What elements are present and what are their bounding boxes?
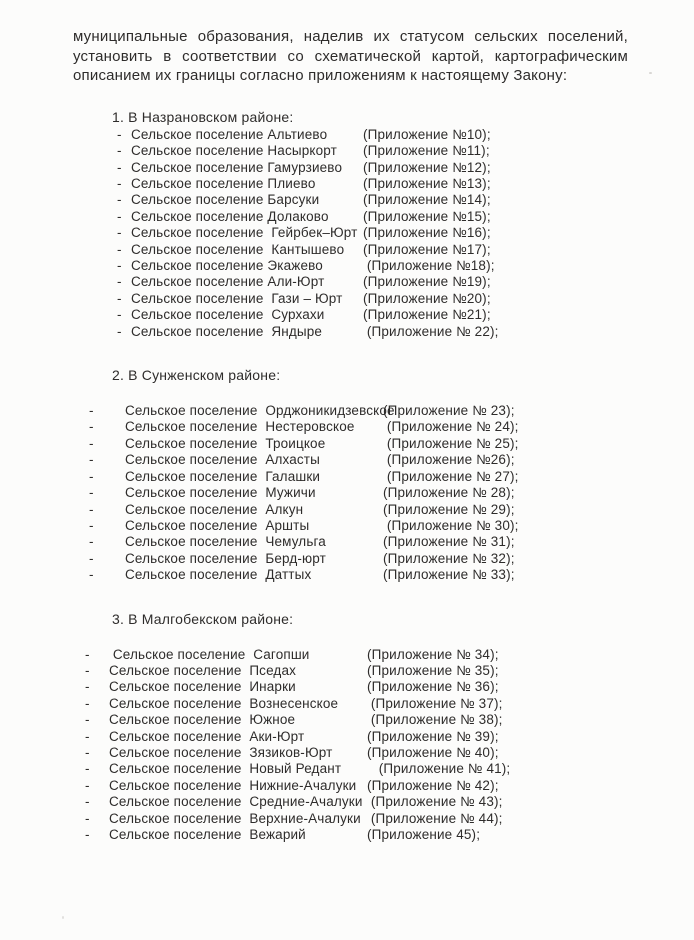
settlement-row <box>73 778 628 794</box>
settlement-name: Сельское поселение Сурхахи <box>131 307 325 323</box>
appendix-ref: (Приложение № 32); <box>383 550 515 566</box>
appendix-ref: (Приложение №10); <box>363 126 491 142</box>
settlement-row <box>73 274 628 290</box>
settlement-name: Сельское поселение Барсуки <box>131 192 320 208</box>
settlement-name: Сельское поселение Сагопши <box>109 646 310 662</box>
row-indent <box>73 502 89 518</box>
dash-bullet: - <box>89 501 94 517</box>
section-heading: 2. В Сунженском районе: <box>112 367 281 384</box>
row-indent <box>73 745 85 761</box>
dash-bullet: - <box>89 435 94 451</box>
settlement-name: Сельское поселение Орджоникидзевское <box>125 403 395 419</box>
dash-bullet: - <box>117 143 122 159</box>
dash-bullet: - <box>117 225 122 241</box>
appendix-ref: (Приложение №13); <box>363 176 491 191</box>
scan-speck <box>62 916 64 919</box>
row-indent <box>73 258 117 274</box>
district-section <box>73 367 628 583</box>
dash-bullet: - <box>89 419 94 435</box>
settlement-name: Сельское поселение Аршты <box>125 517 310 533</box>
district-section <box>73 611 628 844</box>
settlement-row <box>73 567 628 583</box>
row-indent <box>73 324 117 340</box>
row-indent <box>73 811 85 827</box>
dash-bullet: - <box>117 307 122 323</box>
row-indent <box>73 761 85 777</box>
row-indent <box>73 729 85 745</box>
appendix-ref: (Приложение №15); <box>363 208 491 224</box>
settlement-name: Сельское поселение Плиево <box>131 176 316 191</box>
row-indent <box>73 452 89 468</box>
settlement-row <box>73 485 628 501</box>
settlement-name: Сельское поселение Новый Редант <box>109 761 342 777</box>
settlement-row <box>73 143 628 159</box>
settlement-row <box>73 696 628 712</box>
appendix-ref: (Приложение №19); <box>363 274 491 290</box>
row-indent <box>73 242 117 258</box>
settlement-row <box>73 761 628 777</box>
dash-bullet: - <box>85 646 90 662</box>
row-indent <box>73 696 85 712</box>
appendix-ref: (Приложение № 28); <box>383 485 515 501</box>
dash-bullet: - <box>85 679 90 695</box>
row-indent <box>73 518 89 534</box>
dash-bullet: - <box>117 159 122 175</box>
dash-bullet: - <box>85 810 90 826</box>
row-indent <box>73 567 89 583</box>
row-indent <box>73 551 89 567</box>
appendix-ref: (Приложение № 33); <box>383 567 515 583</box>
settlement-name: Сельское поселение Алкун <box>125 501 304 517</box>
appendix-ref: (Приложение №18); <box>363 258 495 274</box>
dash-bullet: - <box>89 452 94 468</box>
settlement-name: Сельское поселение Троицкое <box>125 435 326 451</box>
appendix-ref: (Приложение 45); <box>367 827 481 842</box>
appendix-ref: (Приложение № 23); <box>383 403 515 419</box>
row-indent <box>73 778 85 794</box>
appendix-ref: (Приложение № 40); <box>367 744 499 760</box>
district-section <box>73 109 628 340</box>
settlement-name: Сельское поселение Гази – Юрт <box>131 290 343 306</box>
settlement-row <box>73 192 628 208</box>
appendix-ref: (Приложение № 37); <box>367 695 503 711</box>
settlement-name: Сельское поселение Вежарий <box>109 827 306 842</box>
dash-bullet: - <box>85 777 90 793</box>
settlement-row <box>73 647 628 663</box>
settlement-row <box>73 663 628 679</box>
settlement-name: Сельское поселение Гамурзиево <box>131 159 343 175</box>
row-indent <box>73 485 89 501</box>
dash-bullet: - <box>117 126 122 142</box>
settlement-row <box>73 225 628 241</box>
dash-bullet: - <box>89 550 94 566</box>
settlement-name: Сельское поселение Гейрбек–Юрт <box>131 225 358 241</box>
row-indent <box>73 663 85 679</box>
row-indent <box>73 307 117 323</box>
settlement-name: Сельское поселение Инарки <box>109 679 296 695</box>
appendix-ref: (Приложение №26); <box>383 452 515 468</box>
settlement-row <box>73 518 628 534</box>
settlement-name: Сельское поселение Кантышево <box>131 241 345 257</box>
intro-paragraph <box>73 27 628 86</box>
dash-bullet: - <box>117 258 122 274</box>
dash-bullet: - <box>85 761 90 777</box>
intro-line: описанием их границы согласно приложениям к настоящему Закону: <box>73 67 568 85</box>
settlement-name: Сельское поселение Алхасты <box>125 452 320 468</box>
settlement-row <box>73 679 628 695</box>
row-indent <box>73 827 85 843</box>
appendix-ref: (Приложение №12); <box>363 159 491 175</box>
settlement-row <box>73 551 628 567</box>
appendix-ref: (Приложение № 35); <box>367 662 499 678</box>
row-indent <box>73 209 117 225</box>
settlement-name: Сельское поселение Али-Юрт <box>131 274 325 290</box>
settlement-name: Сельское поселение Южное <box>109 712 296 728</box>
row-indent <box>73 679 85 695</box>
row-indent <box>73 534 89 550</box>
settlement-name: Сельское поселение Яндыре <box>131 323 323 339</box>
dash-bullet: - <box>85 744 90 760</box>
settlement-row <box>73 827 628 843</box>
row-indent <box>73 419 89 435</box>
appendix-ref: (Приложение № 34); <box>367 646 499 662</box>
appendix-ref: (Приложение №11); <box>363 143 490 159</box>
settlement-row <box>73 403 628 419</box>
row-indent <box>73 143 117 159</box>
settlement-row <box>73 176 628 192</box>
settlement-row <box>73 324 628 340</box>
settlement-row <box>73 794 628 810</box>
settlement-name: Сельское поселение Зязиков-Юрт <box>109 744 333 760</box>
row-indent <box>73 160 117 176</box>
settlement-row <box>73 307 628 323</box>
row-indent <box>73 712 85 728</box>
settlement-name: Сельское поселение Берд-юрт <box>125 550 326 566</box>
settlement-row <box>73 258 628 274</box>
row-indent <box>73 274 117 290</box>
dash-bullet: - <box>117 208 122 224</box>
settlement-name: Сельское поселение Экажево <box>131 258 323 274</box>
settlement-name: Сельское поселение Альтиево <box>131 126 328 142</box>
settlement-row <box>73 534 628 550</box>
settlement-name: Сельское поселение Аки-Юрт <box>109 728 305 744</box>
appendix-ref: (Приложение № 38); <box>367 712 503 728</box>
settlement-name: Сельское поселение Средние-Ачалуки <box>109 794 363 810</box>
appendix-ref: (Приложение №20); <box>363 290 491 306</box>
settlement-name: Сельское поселение Пседах <box>109 662 297 678</box>
settlement-name: Сельское поселение Вознесенское <box>109 695 339 711</box>
settlement-name: Сельское поселение Насыркорт <box>131 143 337 159</box>
dash-bullet: - <box>117 323 122 339</box>
dash-bullet: - <box>117 176 122 191</box>
intro-line: муниципальные образования, наделив их статусом сельских поселений, <box>73 28 628 45</box>
dash-bullet: - <box>85 827 90 842</box>
appendix-ref: (Приложение № 29); <box>383 501 515 517</box>
settlement-row <box>73 712 628 728</box>
appendix-ref: (Приложение № 42); <box>367 777 499 793</box>
settlement-name: Сельское поселение Долаково <box>131 208 329 224</box>
settlement-row <box>73 209 628 225</box>
row-indent <box>73 647 85 663</box>
section-heading: 3. В Малгобекском районе: <box>112 610 294 627</box>
appendix-ref: (Приложение №21); <box>363 307 491 323</box>
settlement-row <box>73 452 628 468</box>
row-indent <box>73 794 85 810</box>
appendix-ref: (Приложение №17); <box>363 241 491 257</box>
appendix-ref: (Приложение № 36); <box>367 679 499 695</box>
settlement-name: Сельское поселение Нижние-Ачалуки <box>109 777 357 793</box>
appendix-ref: (Приложение №16); <box>363 225 491 241</box>
appendix-ref: (Приложение № 31); <box>383 534 515 550</box>
row-indent <box>73 469 89 485</box>
row-indent <box>73 436 89 452</box>
row-indent <box>73 127 117 143</box>
dash-bullet: - <box>117 290 122 306</box>
settlement-row <box>73 745 628 761</box>
settlement-name: Сельское поселение Верхние-Ачалуки <box>109 810 361 826</box>
settlement-row <box>73 160 628 176</box>
appendix-ref: (Приложение № 25); <box>383 435 519 451</box>
dash-bullet: - <box>85 662 90 678</box>
settlement-name: Сельское поселение Галашки <box>125 468 321 484</box>
settlement-name: Сельское поселение Мужичи <box>125 485 316 501</box>
appendix-ref: (Приложение № 39); <box>367 728 499 744</box>
appendix-ref: (Приложение № 30); <box>383 517 519 533</box>
sections <box>73 109 628 844</box>
row-indent <box>73 176 117 192</box>
settlement-name: Сельское поселение Даттых <box>125 567 312 583</box>
row-indent <box>73 291 117 307</box>
appendix-ref: (Приложение № 41); <box>367 761 511 777</box>
row-indent <box>73 192 117 208</box>
scan-speck <box>649 72 652 74</box>
dash-bullet: - <box>85 695 90 711</box>
settlement-name: Сельское поселение Нестеровское <box>125 419 355 435</box>
section-rows <box>73 403 628 583</box>
appendix-ref: (Приложение № 43); <box>367 794 503 810</box>
dash-bullet: - <box>85 794 90 810</box>
dash-bullet: - <box>89 567 94 583</box>
appendix-ref: (Приложение № 22); <box>363 323 499 339</box>
dash-bullet: - <box>117 241 122 257</box>
appendix-ref: (Приложение № 24); <box>383 419 519 435</box>
dash-bullet: - <box>89 403 94 419</box>
dash-bullet: - <box>85 728 90 744</box>
settlement-row <box>73 436 628 452</box>
section-rows <box>73 647 628 844</box>
dash-bullet: - <box>89 485 94 501</box>
section-rows <box>73 127 628 340</box>
settlement-row <box>73 502 628 518</box>
settlement-row <box>73 729 628 745</box>
appendix-ref: (Приложение № 27); <box>383 468 519 484</box>
settlement-row <box>73 291 628 307</box>
dash-bullet: - <box>117 192 122 208</box>
appendix-ref: (Приложение №14); <box>363 192 491 208</box>
appendix-ref: (Приложение № 44); <box>367 810 503 826</box>
section-heading: 1. В Назрановском районе: <box>112 108 294 125</box>
settlement-row <box>73 469 628 485</box>
settlement-name: Сельское поселение Чемульга <box>125 534 326 550</box>
settlement-row <box>73 127 628 143</box>
dash-bullet: - <box>117 274 122 290</box>
dash-bullet: - <box>85 712 90 728</box>
settlement-row <box>73 811 628 827</box>
settlement-row <box>73 242 628 258</box>
intro-line: установить в соответствии со схематической картой, картографическим <box>73 47 628 65</box>
row-indent <box>73 225 117 241</box>
dash-bullet: - <box>89 534 94 550</box>
row-indent <box>73 403 89 419</box>
dash-bullet: - <box>89 468 94 484</box>
dash-bullet: - <box>89 517 94 533</box>
settlement-row <box>73 419 628 435</box>
